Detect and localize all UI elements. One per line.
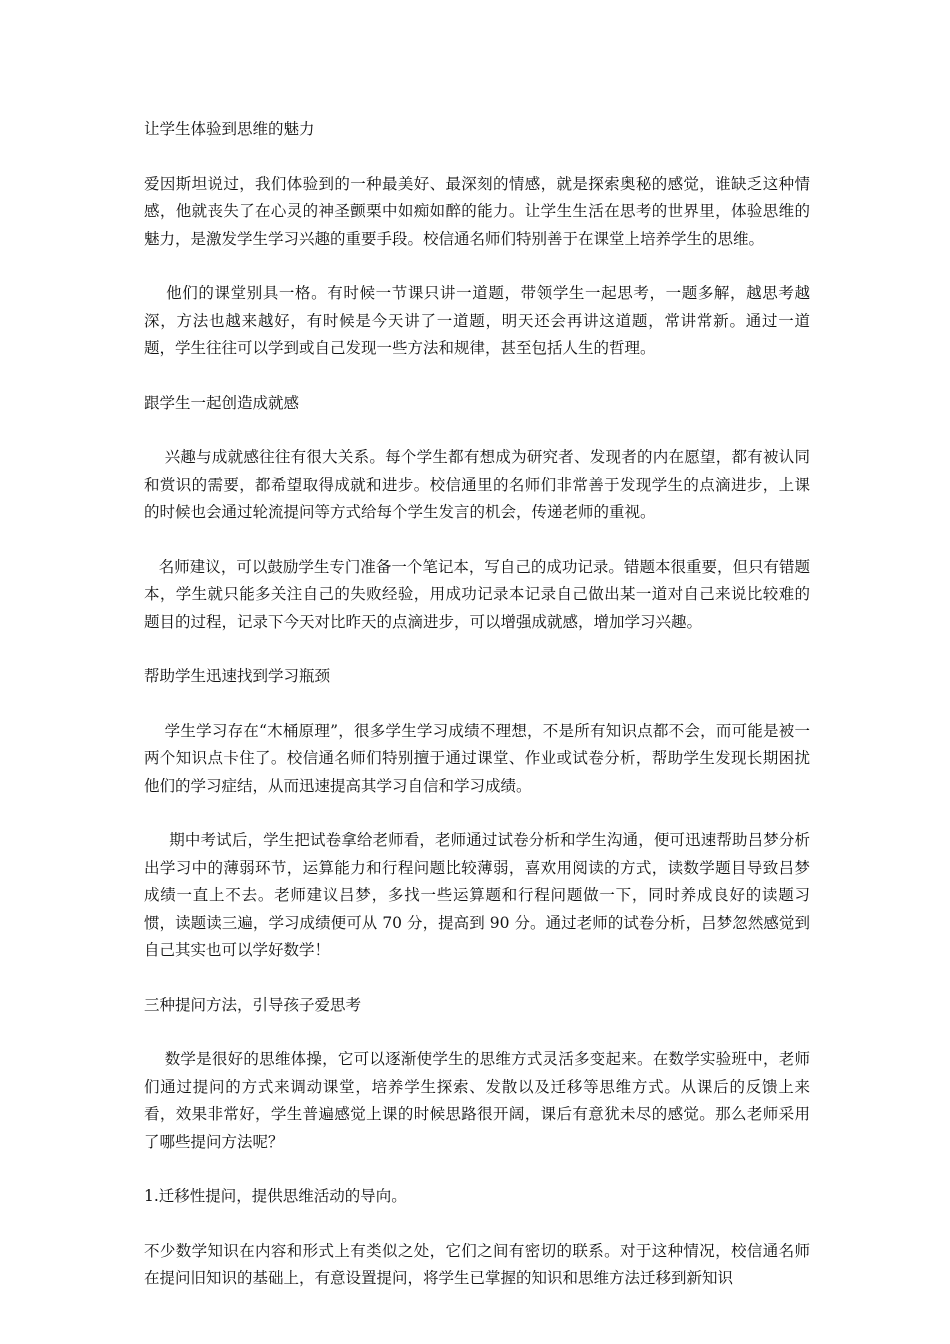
section-heading: 三种提问方法，引导孩子爱思考 [144, 995, 362, 1014]
paragraph: 学生学习存在“木桶原理”，很多学生学习成绩不理想，不是所有知识点都不会，而可能是被一两个知识点卡住了。校信通名师们特别擅于通过课堂、作业或试卷分析，帮助学生发现长期困扰他们的学习症结，从而迅速提高其学习自信和学习成绩。 [144, 721, 810, 795]
section-heading: 1.迁移性提问，提供思维活动的导向。 [144, 1187, 407, 1205]
paragraph: 不少数学知识在内容和形式上有类似之处，它们之间有密切的联系。对于这种情况，校信通名师在提问旧知识的基础上，有意设置提问，将学生已掌握的知识和思维方法迁移到新知识 [144, 1241, 810, 1287]
section-heading: 跟学生一起创造成就感 [144, 393, 300, 412]
section-heading: 帮助学生迅速找到学习瓶颈 [144, 667, 331, 685]
document-page [144, 116, 810, 1293]
paragraph: 名师建议，可以鼓励学生专门准备一个笔记本，写自己的成功记录。错题本很重要，但只有错题本，学生就只能多关注自己的失败经验，用成功记录本记录自己做出某一道对自己来说比较难的题目的过程，记录下今天对比昨天的点滴进步，可以增强成就感，增加学习兴趣。 [144, 557, 810, 631]
paragraph: 数学是很好的思维体操，它可以逐渐使学生的思维方式灵活多变起来。在数学实验班中，老师们通过提问的方式来调动课堂，培养学生探索、发散以及迁移等思维方式。从课后的反馈上来看，效果非常好，学生普遍感觉上课的时候思路很开阔，课后有意犹未尽的感觉。那么老师采用了哪些提问方法呢？ [144, 1050, 810, 1151]
paragraph: 兴趣与成就感往往有很大关系。每个学生都有想成为研究者、发现者的内在愿望，都有被认同和赏识的需要，都希望取得成就和进步。校信通里的名师们非常善于发现学生的点滴进步，上课的时候也会通过轮流提问等方式给每个学生发言的机会，传递老师的重视。 [144, 448, 810, 521]
paragraph: 他们的课堂别具一格。有时候一节课只讲一道题，带领学生一起思考，一题多解，越思考越深，方法也越来越好，有时候是今天讲了一道题，明天还会再讲这道题，常讲常新。通过一道题，学生往往可以学到或自己发现一些方法和规律，甚至包括人生的哲理。 [144, 284, 810, 357]
section-heading: 让学生体验到思维的魅力 [144, 120, 315, 138]
paragraph: 期中考试后，学生把试卷拿给老师看，老师通过试卷分析和学生沟通，便可迅速帮助吕梦分析出学习中的薄弱环节，运算能力和行程问题比较薄弱，喜欢用阅读的方式，读数学题目导致吕梦成绩一直上不去。老师建议吕梦，多找一些运算题和行程问题做一下，同时养成良好的读题习惯，读题读三遍，学习成绩便可从 70 分，提高到 90 分。通过老师的试卷分析，吕梦忽然感觉到自己其实也可以学好数学！ [144, 831, 810, 959]
paragraph: 爱因斯坦说过，我们体验到的一种最美好、最深刻的情感，就是探索奥秘的感觉，谁缺乏这种情感，他就丧失了在心灵的神圣颤栗中如痴如醉的能力。让学生生活在思考的世界里，体验思维的魅力，是激发学生学习兴趣的重要手段。校信通名师们特别善于在课堂上培养学生的思维。 [144, 174, 810, 248]
